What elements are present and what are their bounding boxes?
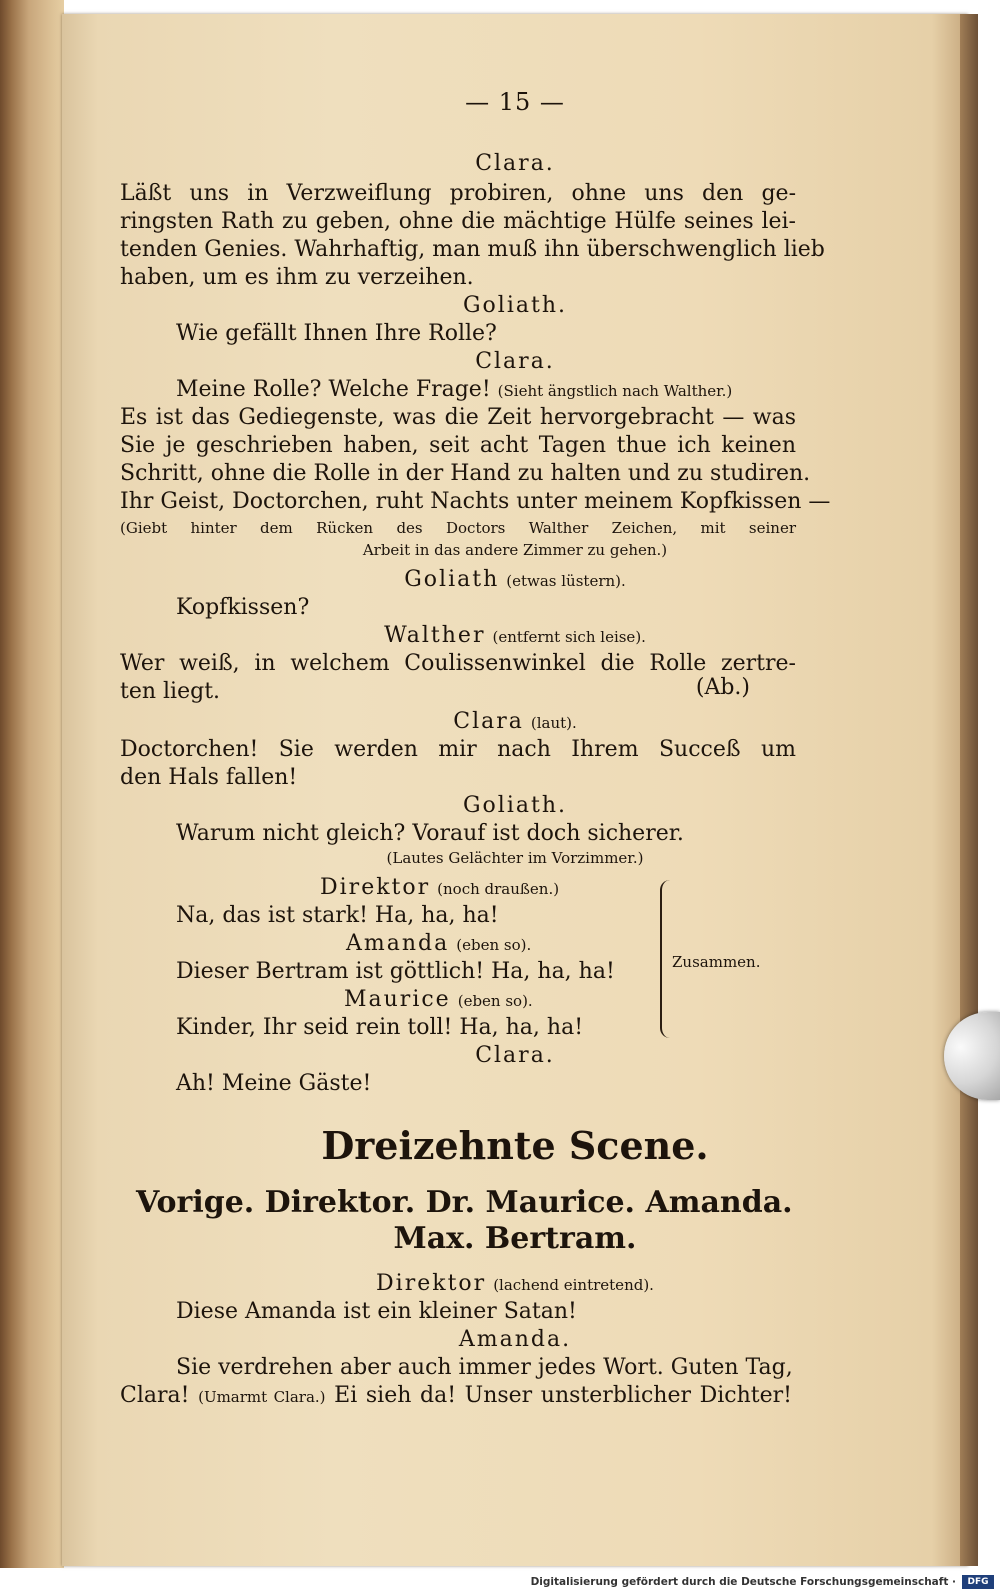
speaker-line bbox=[320, 874, 559, 903]
text-line: Kopfkissen? bbox=[176, 595, 310, 620]
stage-direction: Arbeit in das andere Zimmer zu gehen.) bbox=[362, 541, 668, 559]
stage-direction: (eben so). bbox=[457, 992, 533, 1010]
speaker-name: Goliath. bbox=[462, 293, 567, 318]
speaker-name: Goliath. bbox=[462, 793, 567, 818]
stage-direction: (lachend eintretend). bbox=[493, 1276, 654, 1294]
text-line: Kinder, Ihr seid rein toll! Ha, ha, ha! bbox=[176, 1015, 584, 1040]
text-line: Läßt uns in Verzweiflung probiren, ohne uns den ge- bbox=[120, 181, 796, 206]
speaker-name: Clara. bbox=[475, 1043, 555, 1068]
speaker-line bbox=[62, 708, 968, 737]
speaker-name: Direktor bbox=[376, 1271, 487, 1296]
book-binding bbox=[0, 0, 64, 1568]
text-line: Warum nicht gleich? Vorauf ist doch sicherer. bbox=[176, 821, 684, 846]
speaker-name: Amanda bbox=[346, 931, 450, 956]
text-line: Es ist das Gediegenste, was die Zeit hervorgebracht — was bbox=[120, 405, 796, 430]
text-line bbox=[120, 675, 796, 706]
text-line bbox=[176, 376, 732, 405]
speaker-name: Clara. bbox=[475, 151, 555, 176]
speaker-line bbox=[344, 986, 533, 1015]
text-line: Ihr Geist, Doctorchen, ruht Nachts unter meinem Kopfkissen — bbox=[120, 489, 831, 514]
text-line: Na, das ist stark! Ha, ha, ha! bbox=[176, 903, 499, 928]
text-fragment: Clara! bbox=[120, 1383, 190, 1408]
text-line: Doctorchen! Sie werden mir nach Ihrem Succeß um bbox=[120, 737, 796, 762]
text-line: ringsten Rath zu geben, ohne die mächtige Hülfe seines lei- bbox=[120, 209, 796, 234]
speaker-name: Direktor bbox=[320, 875, 431, 900]
stage-direction: (noch draußen.) bbox=[437, 880, 560, 898]
cast-list: Vorige. Direktor. Dr. Maurice. Amanda. bbox=[136, 1185, 793, 1220]
dfg-logo: DFG bbox=[962, 1575, 994, 1589]
speaker-name: Walther bbox=[384, 623, 486, 648]
together-label: Zusammen. bbox=[672, 953, 761, 971]
text-line: Wie gefällt Ihnen Ihre Rolle? bbox=[176, 321, 497, 346]
text-line: Sie je geschrieben haben, seit acht Tagen thue ich keinen bbox=[120, 433, 796, 458]
speaker-line bbox=[62, 1270, 968, 1299]
stage-direction: (laut). bbox=[530, 714, 577, 732]
speaker-line bbox=[346, 930, 531, 959]
stage-direction: (Umarmt Clara.) bbox=[198, 1388, 326, 1406]
footer-credit: Digitalisierung gefördert durch die Deutsche Forschungsgemeinschaft · bbox=[530, 1576, 956, 1588]
stage-direction: (Giebt hinter dem Rücken des Doctors Walther Zeichen, mit seiner bbox=[120, 519, 796, 537]
stage-direction: (etwas lüstern). bbox=[506, 572, 626, 590]
text-line: Wer weiß, in welchem Coulissenwinkel die Rolle zertre- bbox=[120, 651, 796, 676]
text-line: tenden Genies. Wahrhaftig, man muß ihn überschwenglich lieb bbox=[120, 237, 825, 262]
stage-direction: (Sieht ängstlich nach Walther.) bbox=[497, 382, 733, 400]
text-line: Ah! Meine Gäste! bbox=[176, 1071, 372, 1096]
text-line: den Hals fallen! bbox=[120, 765, 298, 790]
together-bracket bbox=[660, 880, 670, 1038]
stage-direction: (entfernt sich leise). bbox=[492, 628, 646, 646]
scene-heading: Dreizehnte Scene. bbox=[321, 1123, 709, 1168]
stage-direction: (Lautes Gelächter im Vorzimmer.) bbox=[386, 849, 644, 867]
text-fragment: Meine Rolle? Welche Frage! bbox=[176, 377, 491, 402]
page-number: — 15 — bbox=[465, 88, 565, 116]
text-line: Diese Amanda ist ein kleiner Satan! bbox=[176, 1299, 577, 1324]
speaker-name: Goliath bbox=[404, 567, 500, 592]
text-line: Schritt, ohne die Rolle in der Hand zu halten und zu studiren. bbox=[120, 461, 811, 486]
text-fragment: ten liegt. bbox=[120, 679, 221, 704]
speaker-name: Amanda. bbox=[458, 1327, 572, 1352]
text-line bbox=[120, 1382, 792, 1411]
speaker-line bbox=[62, 566, 968, 595]
exit-direction: (Ab.) bbox=[695, 675, 750, 700]
text-line: haben, um es ihm zu verzeihen. bbox=[120, 265, 474, 290]
speaker-name: Clara. bbox=[475, 349, 555, 374]
speaker-name: Clara bbox=[453, 709, 524, 734]
text-line: Dieser Bertram ist göttlich! Ha, ha, ha! bbox=[176, 959, 615, 984]
stage-direction: (eben so). bbox=[456, 936, 532, 954]
speaker-line bbox=[62, 622, 968, 651]
cast-list: Max. Bertram. bbox=[393, 1221, 637, 1256]
speaker-name: Maurice bbox=[344, 987, 451, 1012]
text-line: Sie verdrehen aber auch immer jedes Wort. Guten Tag, bbox=[176, 1355, 793, 1380]
text-fragment: Ei sieh da! Unser unsterblicher Dichter! bbox=[334, 1383, 792, 1408]
